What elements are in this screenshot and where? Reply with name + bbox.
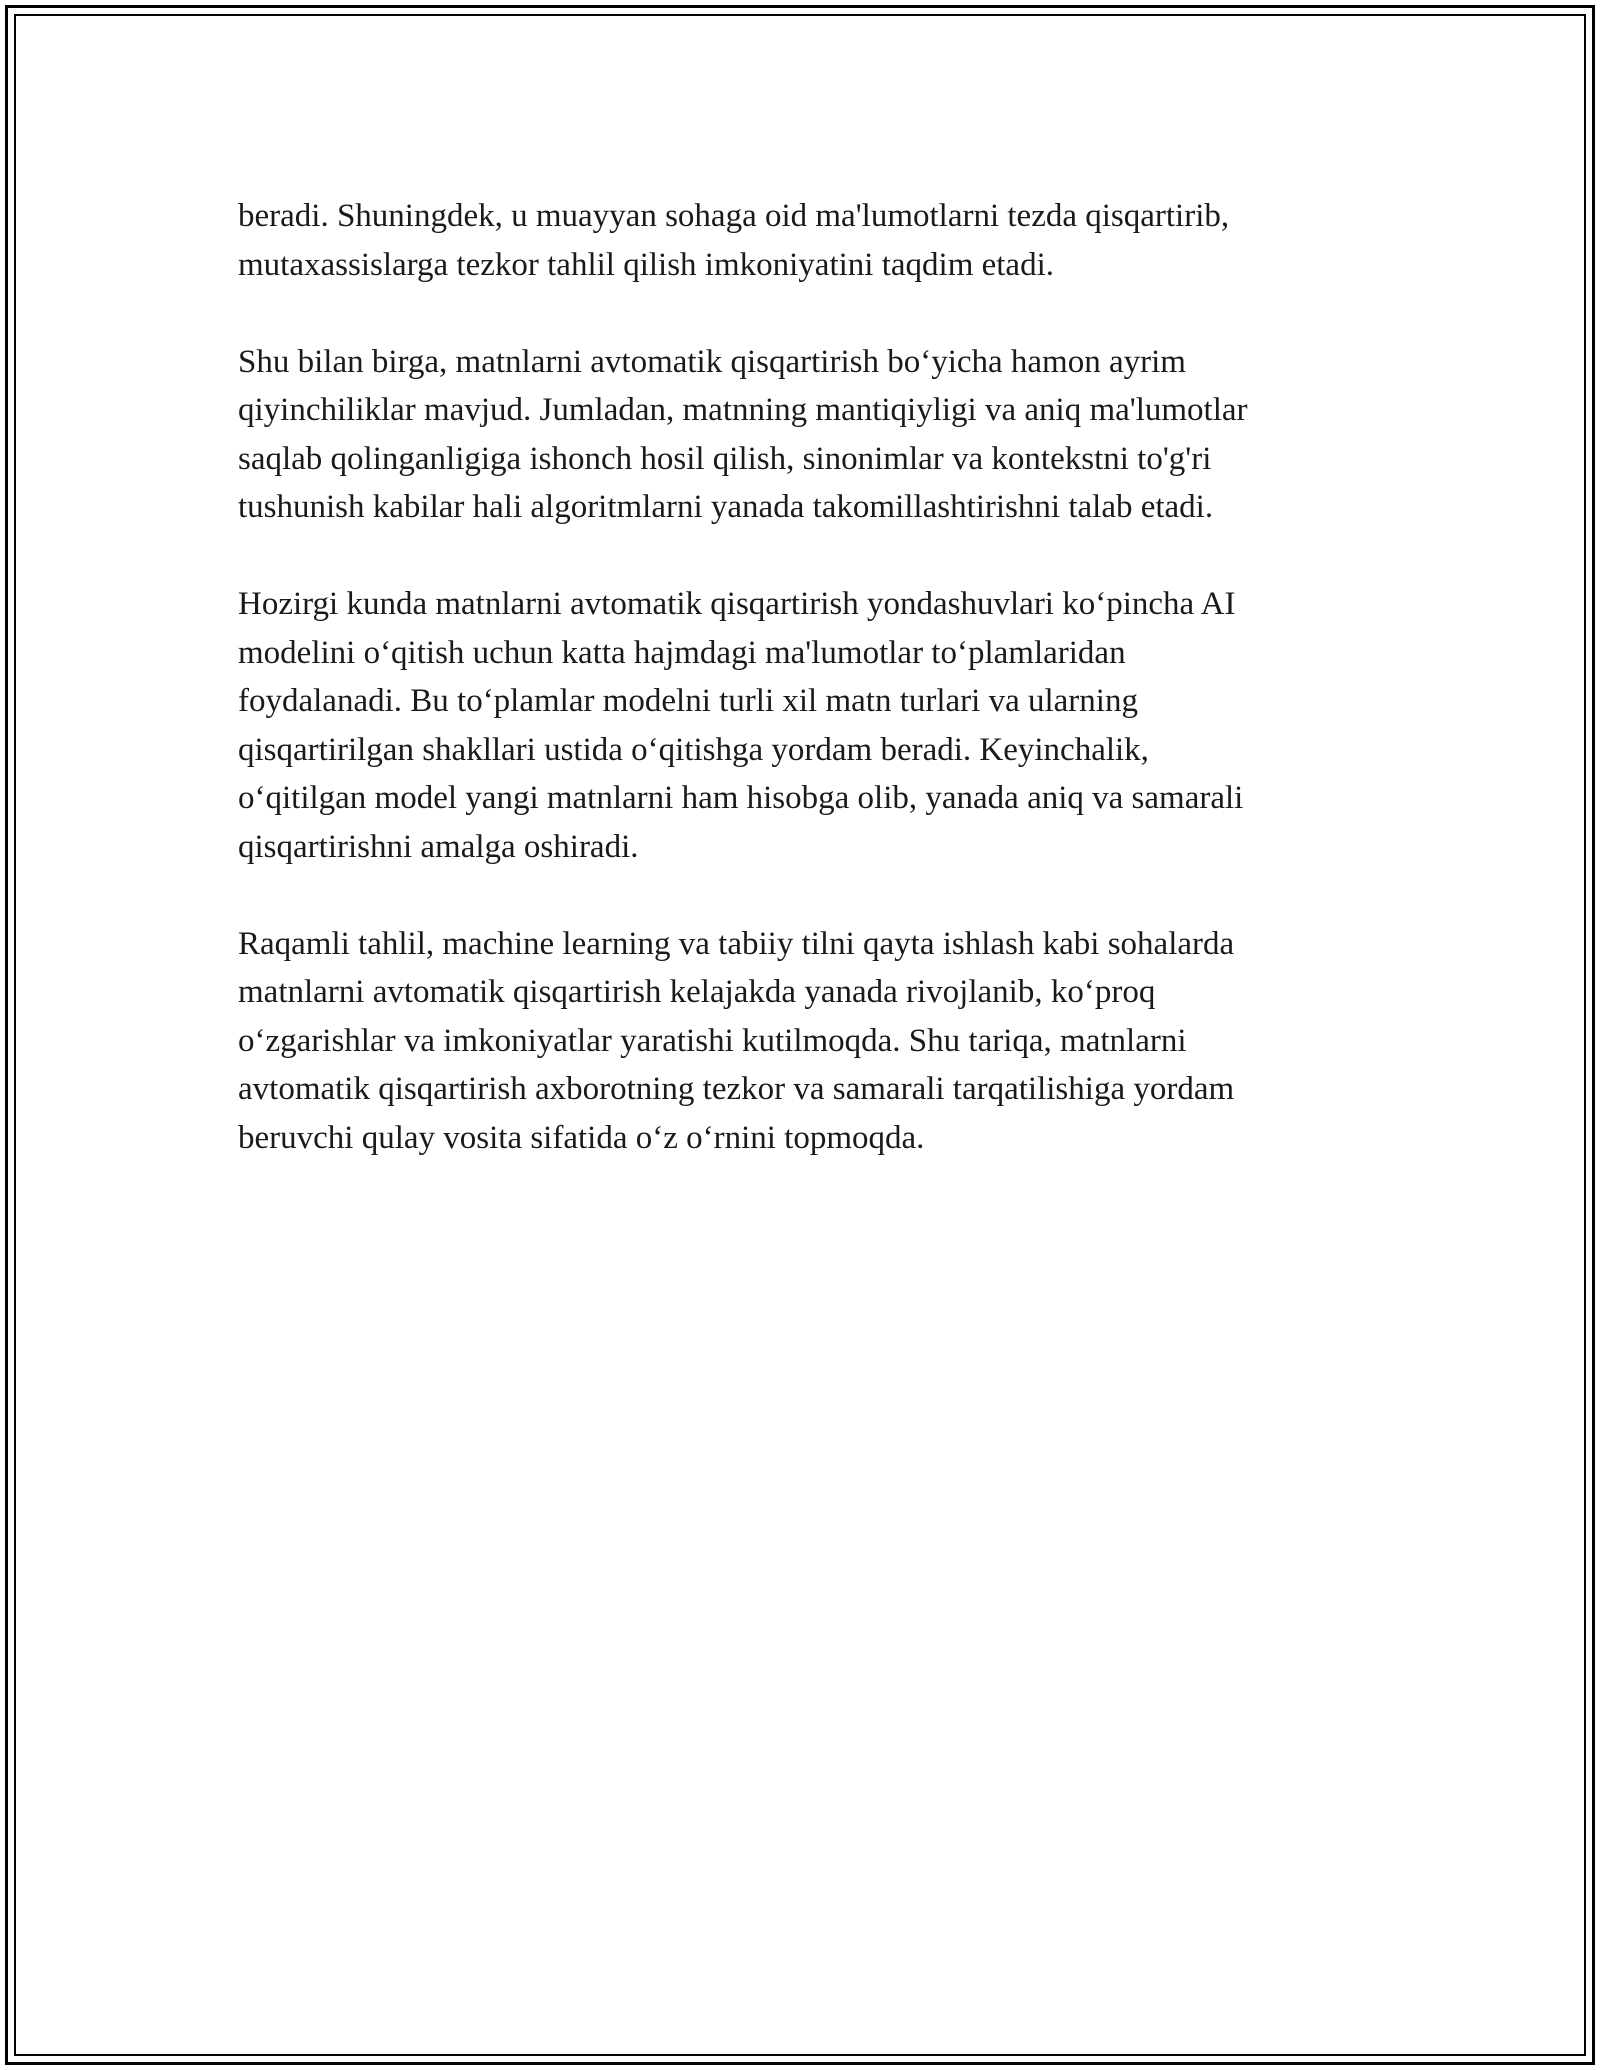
text-line: qisqartirishni amalga oshiradi.: [238, 828, 639, 865]
text-line: avtomatik qisqartirish axborotning tezkor va samarali tarqatilishiga yordam: [238, 1071, 1235, 1107]
text-line: beradi. Shuningdek, u muayyan sohaga oid ma'lumotlarni tezda qisqartirib,: [238, 198, 1230, 234]
text-line: qiyinchiliklar mavjud. Jumladan, matnning mantiqiyligi va aniq ma'lumotlar: [238, 392, 1248, 428]
paragraph-4: [238, 920, 1388, 1163]
page-border: [5, 5, 1595, 2065]
paragraph-2: [238, 338, 1388, 532]
text-line: modelini o‘qitish uchun katta hajmdagi ma'lumotlar to‘plamlaridan: [238, 634, 1126, 671]
paragraph-3: [238, 580, 1388, 871]
text-line: matnlarni avtomatik qisqartirish kelajakda yanada rivojlanib, ko‘proq: [238, 974, 1156, 1010]
text-line: saqlab qolinganligiga ishonch hosil qilish, sinonimlar va kontekstni to'g'ri: [238, 440, 1212, 477]
text-line: qisqartirilgan shakllari ustida o‘qitishga yordam beradi. Keyinchalik,: [238, 731, 1149, 768]
text-line: foydalanadi. Bu to‘plamlar modelni turli xil matn turlari va ularning: [238, 683, 1138, 719]
text-line: o‘zgarishlar va imkoniyatlar yaratishi kutilmoqda. Shu tariqa, matnlarni: [238, 1022, 1187, 1059]
text-line: beruvchi qulay vosita sifatida o‘z o‘rnini topmoqda.: [238, 1119, 925, 1156]
text-line: tushunish kabilar hali algoritmlarni yanada takomillashtirishni talab etadi.: [238, 489, 1214, 525]
paragraph-1: [238, 192, 1388, 289]
text-line: Hozirgi kunda matnlarni avtomatik qisqartirish yondashuvlari ko‘pincha AI: [238, 586, 1236, 622]
document-body: [238, 192, 1388, 1211]
text-line: mutaxassislarga tezkor tahlil qilish imkoniyatini taqdim etadi.: [238, 246, 1054, 283]
text-line: o‘qitilgan model yangi matnlarni ham hisobga olib, yanada aniq va samarali: [238, 780, 1244, 816]
text-line: Shu bilan birga, matnlarni avtomatik qisqartirish bo‘yicha hamon ayrim: [238, 343, 1186, 380]
text-line: Raqamli tahlil, machine learning va tabiiy tilni qayta ishlash kabi sohalarda: [238, 925, 1235, 962]
